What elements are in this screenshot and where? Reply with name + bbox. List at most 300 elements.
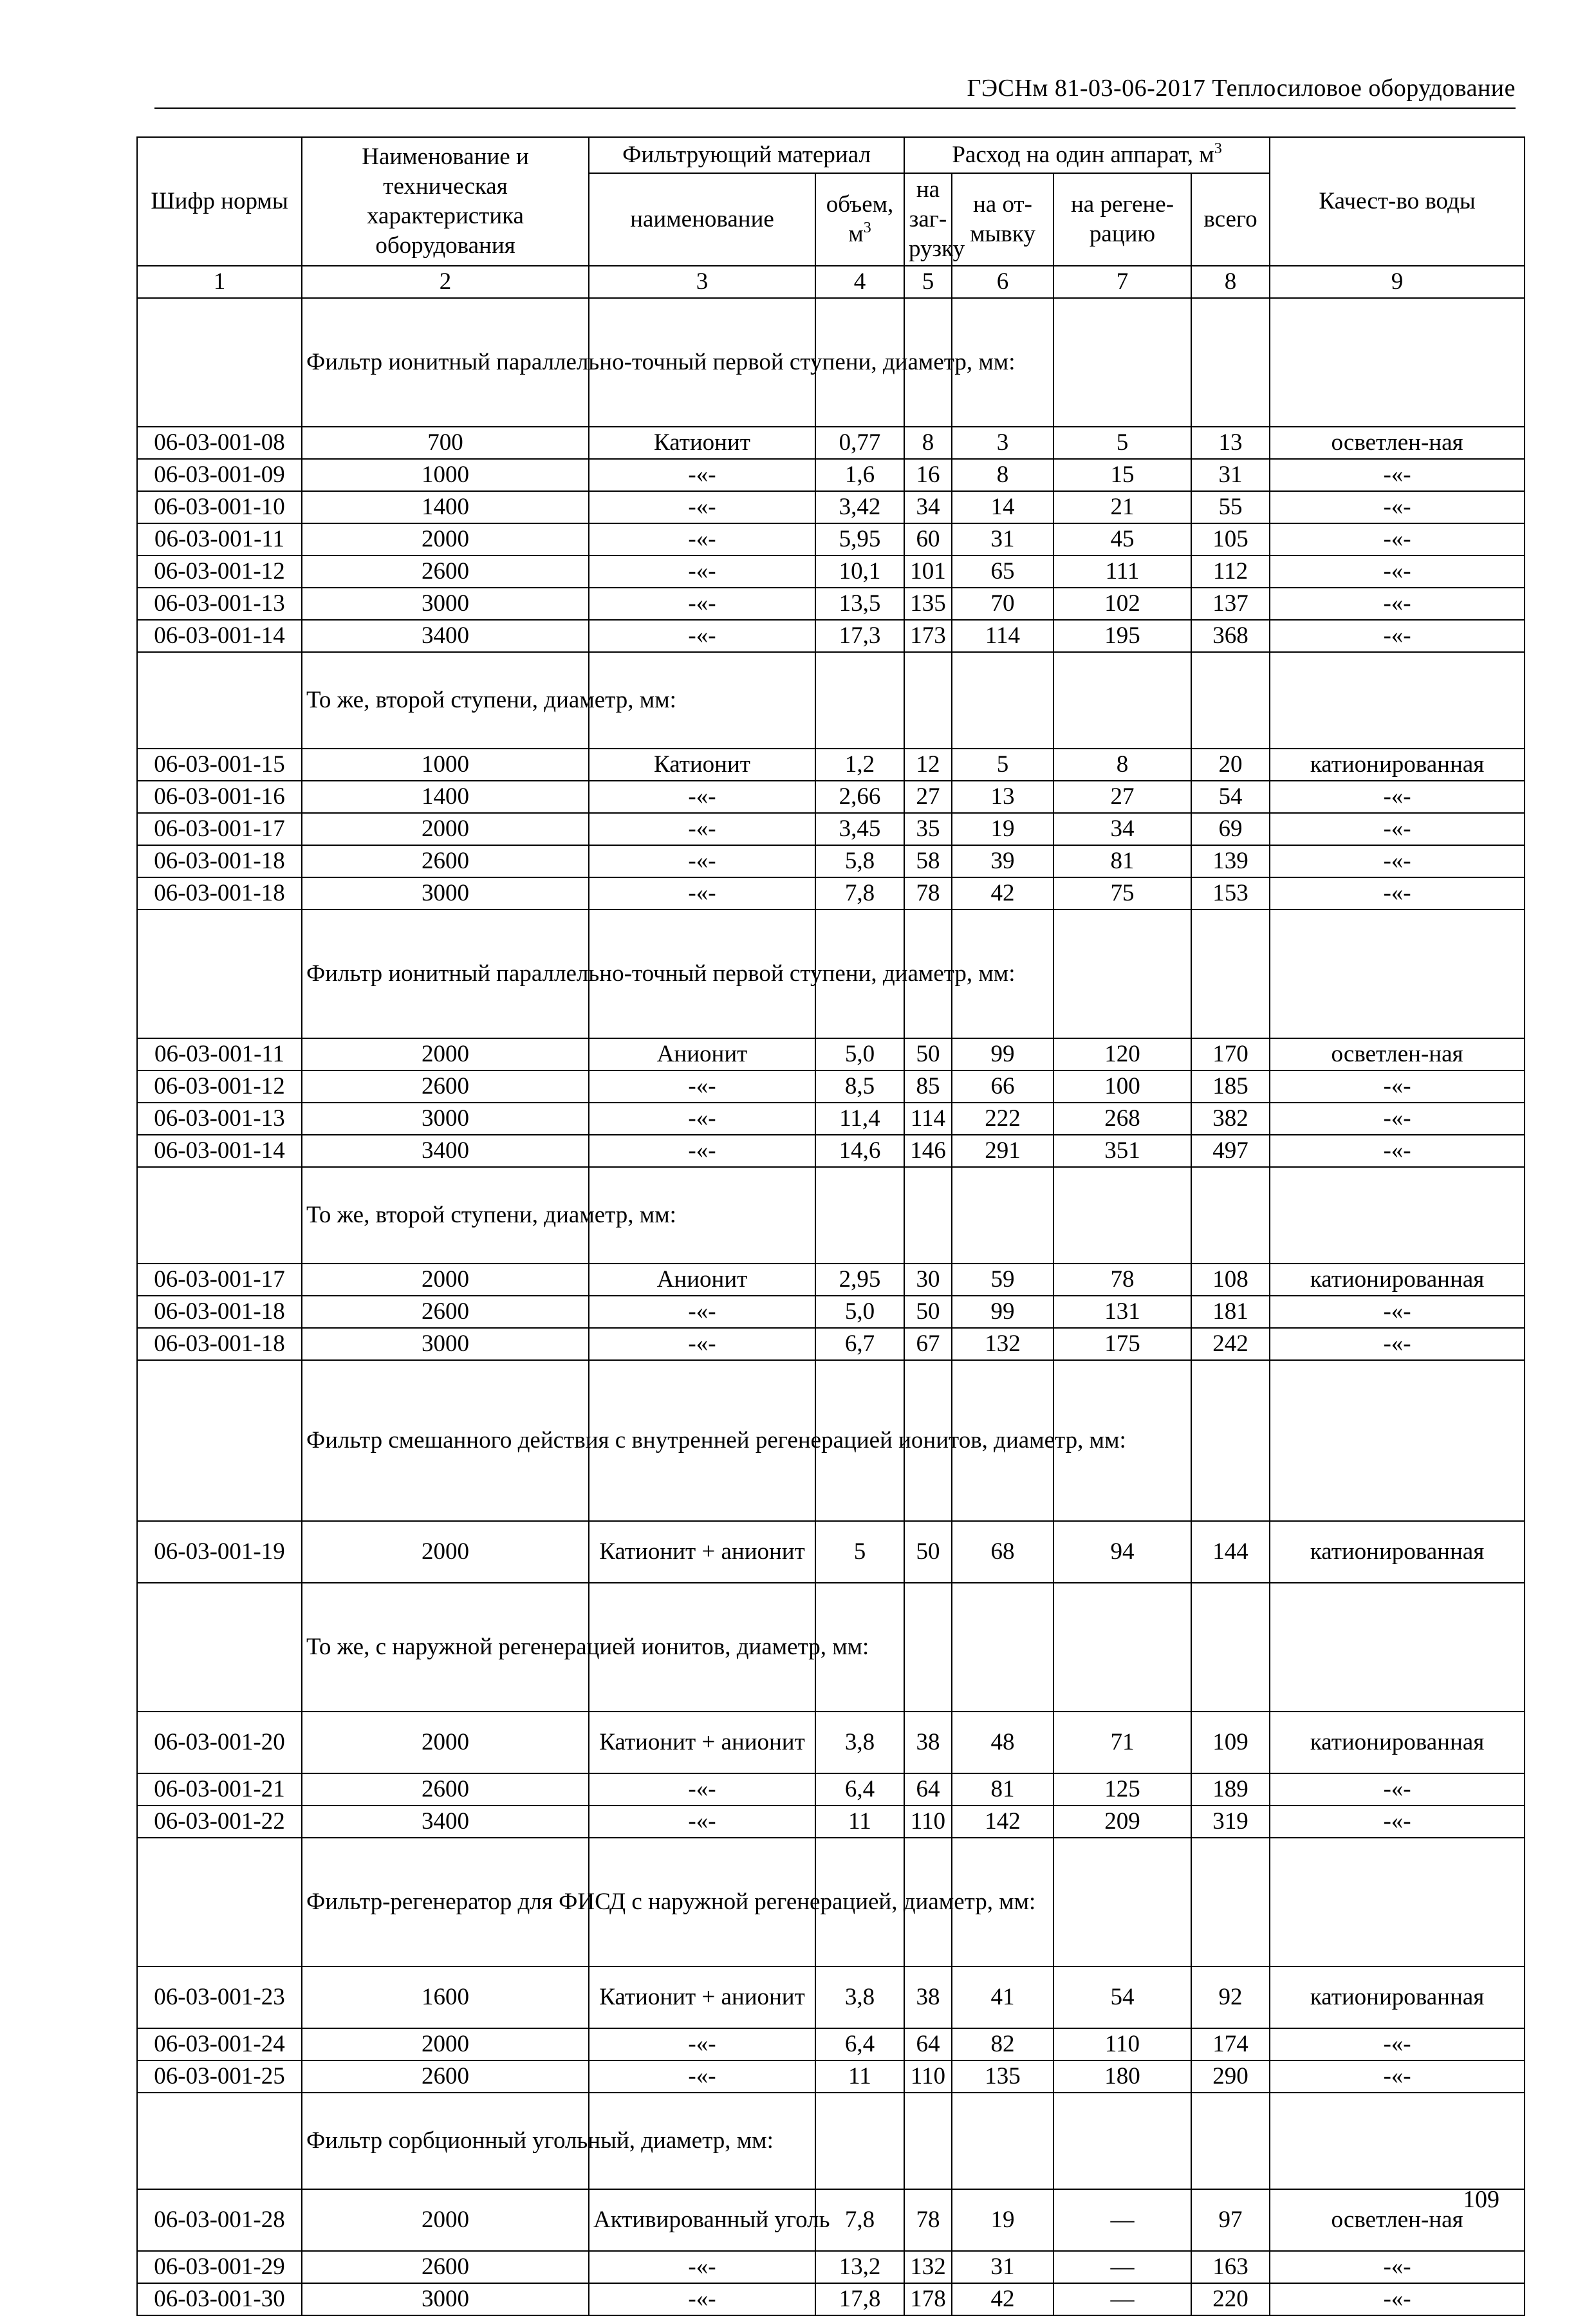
table-row [137, 2251, 1525, 2283]
norm-code: 06-03-001-10 [137, 491, 302, 523]
empty-cell [137, 652, 302, 749]
table-row [137, 813, 1525, 845]
column-number: 1 [137, 266, 302, 298]
diameter: 2600 [302, 1296, 589, 1328]
material-volume: 17,8 [815, 2283, 904, 2315]
material-name: -«- [589, 1806, 815, 1838]
material-name: -«- [589, 491, 815, 523]
wash-volume: 222 [952, 1103, 1053, 1135]
diameter: 3000 [302, 1103, 589, 1135]
material-name: -«- [589, 620, 815, 652]
load-volume: 101 [904, 556, 952, 588]
total-volume: 170 [1191, 1038, 1270, 1070]
header-code: Шифр нормы [137, 137, 302, 266]
section-row [137, 1838, 1525, 1966]
norms-table [136, 136, 1525, 2316]
header-divider [154, 107, 1516, 109]
diameter: 1400 [302, 491, 589, 523]
wash-volume: 41 [952, 1966, 1053, 2028]
total-volume: 189 [1191, 1773, 1270, 1806]
regeneration-volume: 175 [1053, 1328, 1191, 1360]
wash-volume: 142 [952, 1806, 1053, 1838]
header-consumption-text: Расход на один аппарат, м [952, 142, 1214, 168]
norm-code: 06-03-001-11 [137, 1038, 302, 1070]
load-volume: 50 [904, 1521, 952, 1583]
water-quality: -«- [1270, 2283, 1525, 2315]
load-volume: 146 [904, 1135, 952, 1167]
material-volume: 5 [815, 1521, 904, 1583]
table-row [137, 523, 1525, 556]
water-quality: катионированная [1270, 1521, 1525, 1583]
table-row [137, 1264, 1525, 1296]
total-volume: 242 [1191, 1328, 1270, 1360]
total-volume: 319 [1191, 1806, 1270, 1838]
total-volume: 137 [1191, 588, 1270, 620]
table-row [137, 845, 1525, 877]
table-row [137, 427, 1525, 459]
regeneration-volume: 27 [1053, 781, 1191, 813]
regeneration-volume: 111 [1053, 556, 1191, 588]
regeneration-volume: 94 [1053, 1521, 1191, 1583]
total-volume: 109 [1191, 1712, 1270, 1773]
material-volume: 0,77 [815, 427, 904, 459]
water-quality: -«- [1270, 1296, 1525, 1328]
regeneration-volume: 21 [1053, 491, 1191, 523]
load-volume: 135 [904, 588, 952, 620]
water-quality: -«- [1270, 523, 1525, 556]
section-row [137, 652, 1525, 749]
table-row [137, 1296, 1525, 1328]
regeneration-volume: 125 [1053, 1773, 1191, 1806]
load-volume: 58 [904, 845, 952, 877]
diameter: 1000 [302, 749, 589, 781]
material-volume: 10,1 [815, 556, 904, 588]
regeneration-volume: — [1053, 2251, 1191, 2283]
material-volume: 11 [815, 2060, 904, 2093]
wash-volume: 31 [952, 2251, 1053, 2283]
norm-code: 06-03-001-30 [137, 2283, 302, 2315]
material-volume: 17,3 [815, 620, 904, 652]
water-quality: -«- [1270, 1070, 1525, 1103]
water-quality: -«- [1270, 588, 1525, 620]
section-title: Фильтр ионитный параллельно-точный первой ступени, диаметр, мм: [302, 910, 589, 1038]
empty-cell [1191, 1583, 1270, 1712]
total-volume: 97 [1191, 2189, 1270, 2251]
material-name: -«- [589, 1103, 815, 1135]
water-quality: -«- [1270, 556, 1525, 588]
water-quality: -«- [1270, 2028, 1525, 2060]
material-volume: 11 [815, 1806, 904, 1838]
norm-code: 06-03-001-16 [137, 781, 302, 813]
empty-cell [1191, 1167, 1270, 1264]
water-quality: -«- [1270, 459, 1525, 491]
wash-volume: 13 [952, 781, 1053, 813]
norm-code: 06-03-001-19 [137, 1521, 302, 1583]
empty-cell [1053, 652, 1191, 749]
empty-cell [1270, 298, 1525, 427]
load-volume: 110 [904, 2060, 952, 2093]
total-volume: 105 [1191, 523, 1270, 556]
total-volume: 139 [1191, 845, 1270, 877]
empty-cell [1270, 1583, 1525, 1712]
total-volume: 497 [1191, 1135, 1270, 1167]
table-row [137, 556, 1525, 588]
empty-cell [1053, 298, 1191, 427]
material-name: -«- [589, 781, 815, 813]
empty-cell [1270, 910, 1525, 1038]
norm-code: 06-03-001-18 [137, 845, 302, 877]
norm-code: 06-03-001-25 [137, 2060, 302, 2093]
header-total: всего [1191, 173, 1270, 266]
total-volume: 55 [1191, 491, 1270, 523]
table-row [137, 1070, 1525, 1103]
regeneration-volume: 120 [1053, 1038, 1191, 1070]
column-number: 5 [904, 266, 952, 298]
total-volume: 153 [1191, 877, 1270, 910]
table-row [137, 1806, 1525, 1838]
regeneration-volume: 45 [1053, 523, 1191, 556]
load-volume: 110 [904, 1806, 952, 1838]
material-name: -«- [589, 1296, 815, 1328]
wash-volume: 99 [952, 1296, 1053, 1328]
norm-code: 06-03-001-13 [137, 588, 302, 620]
material-volume: 3,45 [815, 813, 904, 845]
empty-cell [1053, 2093, 1191, 2189]
material-volume: 13,2 [815, 2251, 904, 2283]
material-volume: 5,0 [815, 1296, 904, 1328]
wash-volume: 19 [952, 2189, 1053, 2251]
section-title: Фильтр ионитный параллельно-точный первой ступени, диаметр, мм: [302, 298, 589, 427]
total-volume: 108 [1191, 1264, 1270, 1296]
material-volume: 1,2 [815, 749, 904, 781]
load-volume: 85 [904, 1070, 952, 1103]
water-quality: -«- [1270, 781, 1525, 813]
norm-code: 06-03-001-18 [137, 1328, 302, 1360]
wash-volume: 31 [952, 523, 1053, 556]
empty-cell [1053, 910, 1191, 1038]
diameter: 2600 [302, 1070, 589, 1103]
wash-volume: 59 [952, 1264, 1053, 1296]
empty-cell [815, 1167, 904, 1264]
total-volume: 181 [1191, 1296, 1270, 1328]
diameter: 3400 [302, 1806, 589, 1838]
diameter: 2600 [302, 2251, 589, 2283]
wash-volume: 5 [952, 749, 1053, 781]
load-volume: 27 [904, 781, 952, 813]
material-volume: 13,5 [815, 588, 904, 620]
empty-cell [137, 1167, 302, 1264]
empty-cell [1191, 910, 1270, 1038]
norm-code: 06-03-001-13 [137, 1103, 302, 1135]
empty-cell [1191, 1838, 1270, 1966]
total-volume: 382 [1191, 1103, 1270, 1135]
water-quality: осветлен-ная [1270, 2189, 1525, 2251]
material-name: -«- [589, 877, 815, 910]
material-volume: 5,8 [815, 845, 904, 877]
water-quality: -«- [1270, 491, 1525, 523]
material-name: Анионит [589, 1264, 815, 1296]
load-volume: 67 [904, 1328, 952, 1360]
table-row [137, 1966, 1525, 2028]
empty-cell [1053, 1583, 1191, 1712]
water-quality: -«- [1270, 1806, 1525, 1838]
material-name: Катионит + анионит [589, 1521, 815, 1583]
load-volume: 38 [904, 1966, 952, 2028]
empty-cell [1270, 652, 1525, 749]
material-name: -«- [589, 2028, 815, 2060]
section-title: Фильтр сорбционный угольный, диаметр, мм: [302, 2093, 589, 2189]
empty-cell [904, 1167, 952, 1264]
header-regeneration: на регене-рацию [1053, 173, 1191, 266]
material-name: -«- [589, 459, 815, 491]
water-quality: -«- [1270, 845, 1525, 877]
regeneration-volume: 54 [1053, 1966, 1191, 2028]
water-quality: -«- [1270, 2251, 1525, 2283]
section-title: То же, с наружной регенерацией ионитов, диаметр, мм: [302, 1583, 589, 1712]
section-row [137, 2093, 1525, 2189]
empty-cell [137, 910, 302, 1038]
empty-cell [952, 652, 1053, 749]
table-row [137, 1103, 1525, 1135]
diameter: 2000 [302, 1712, 589, 1773]
load-volume: 12 [904, 749, 952, 781]
load-volume: 35 [904, 813, 952, 845]
section-title: То же, второй ступени, диаметр, мм: [302, 652, 589, 749]
wash-volume: 291 [952, 1135, 1053, 1167]
empty-cell [1270, 1838, 1525, 1966]
load-volume: 60 [904, 523, 952, 556]
table-row [137, 2283, 1525, 2315]
material-name: -«- [589, 1135, 815, 1167]
total-volume: 69 [1191, 813, 1270, 845]
section-row [137, 298, 1525, 427]
column-number: 3 [589, 266, 815, 298]
diameter: 2000 [302, 2189, 589, 2251]
material-volume: 1,6 [815, 459, 904, 491]
load-volume: 50 [904, 1038, 952, 1070]
material-name: -«- [589, 556, 815, 588]
empty-cell [952, 2093, 1053, 2189]
wash-volume: 19 [952, 813, 1053, 845]
total-volume: 54 [1191, 781, 1270, 813]
water-quality: -«- [1270, 1773, 1525, 1806]
water-quality: -«- [1270, 813, 1525, 845]
water-quality: -«- [1270, 877, 1525, 910]
empty-cell [1191, 2093, 1270, 2189]
wash-volume: 66 [952, 1070, 1053, 1103]
load-volume: 8 [904, 427, 952, 459]
table-row [137, 620, 1525, 652]
norm-code: 06-03-001-20 [137, 1712, 302, 1773]
wash-volume: 135 [952, 2060, 1053, 2093]
material-name: Катионит [589, 427, 815, 459]
load-volume: 114 [904, 1103, 952, 1135]
section-row [137, 1583, 1525, 1712]
column-number: 4 [815, 266, 904, 298]
column-number: 7 [1053, 266, 1191, 298]
column-number: 6 [952, 266, 1053, 298]
diameter: 2600 [302, 2060, 589, 2093]
regeneration-volume: 195 [1053, 620, 1191, 652]
load-volume: 34 [904, 491, 952, 523]
regeneration-volume: 71 [1053, 1712, 1191, 1773]
material-name: -«- [589, 1070, 815, 1103]
material-volume: 2,95 [815, 1264, 904, 1296]
norm-code: 06-03-001-12 [137, 556, 302, 588]
column-number: 9 [1270, 266, 1525, 298]
header-material-volume-text: объем, м [826, 191, 894, 247]
total-volume: 20 [1191, 749, 1270, 781]
header-consumption-unit: 3 [1214, 140, 1222, 157]
material-volume: 14,6 [815, 1135, 904, 1167]
empty-cell [1191, 652, 1270, 749]
water-quality: -«- [1270, 1103, 1525, 1135]
material-name: -«- [589, 523, 815, 556]
regeneration-volume: 209 [1053, 1806, 1191, 1838]
regeneration-volume: 34 [1053, 813, 1191, 845]
regeneration-volume: 5 [1053, 427, 1191, 459]
regeneration-volume: 180 [1053, 2060, 1191, 2093]
empty-cell [1191, 1360, 1270, 1521]
material-volume: 3,8 [815, 1966, 904, 2028]
water-quality: осветлен-ная [1270, 1038, 1525, 1070]
norm-code: 06-03-001-18 [137, 877, 302, 910]
material-volume: 7,8 [815, 2189, 904, 2251]
diameter: 700 [302, 427, 589, 459]
total-volume: 13 [1191, 427, 1270, 459]
wash-volume: 99 [952, 1038, 1053, 1070]
total-volume: 368 [1191, 620, 1270, 652]
material-name: -«- [589, 813, 815, 845]
material-volume: 6,4 [815, 2028, 904, 2060]
regeneration-volume: 268 [1053, 1103, 1191, 1135]
water-quality: -«- [1270, 1135, 1525, 1167]
header-material-volume-unit: 3 [863, 219, 871, 236]
table-row [137, 2189, 1525, 2251]
wash-volume: 14 [952, 491, 1053, 523]
diameter: 3000 [302, 877, 589, 910]
empty-cell [1053, 1838, 1191, 1966]
header-wash: на от-мывку [952, 173, 1053, 266]
regeneration-volume: 110 [1053, 2028, 1191, 2060]
material-volume: 3,42 [815, 491, 904, 523]
wash-volume: 39 [952, 845, 1053, 877]
norm-code: 06-03-001-22 [137, 1806, 302, 1838]
header-quality: Качест-во воды [1270, 137, 1525, 266]
regeneration-volume: — [1053, 2189, 1191, 2251]
water-quality: катионированная [1270, 749, 1525, 781]
load-volume: 50 [904, 1296, 952, 1328]
empty-cell [815, 2093, 904, 2189]
diameter: 2600 [302, 845, 589, 877]
norm-code: 06-03-001-21 [137, 1773, 302, 1806]
section-title: Фильтр смешанного действия с внутренней регенерацией ионитов, диаметр, мм: [302, 1360, 589, 1521]
material-volume: 11,4 [815, 1103, 904, 1135]
wash-volume: 48 [952, 1712, 1053, 1773]
material-volume: 8,5 [815, 1070, 904, 1103]
norm-code: 06-03-001-14 [137, 620, 302, 652]
section-row [137, 1167, 1525, 1264]
empty-cell [1270, 1167, 1525, 1264]
material-name: Активированный уголь [589, 2189, 815, 2251]
empty-cell [1270, 1360, 1525, 1521]
table-header [137, 137, 1525, 298]
material-name: Катионит + анионит [589, 1966, 815, 2028]
empty-cell [815, 652, 904, 749]
empty-cell [952, 1583, 1053, 1712]
diameter: 2000 [302, 1038, 589, 1070]
water-quality: осветлен-ная [1270, 427, 1525, 459]
wash-volume: 42 [952, 2283, 1053, 2315]
empty-cell [137, 1360, 302, 1521]
material-name: Катионит + анионит [589, 1712, 815, 1773]
section-row [137, 1360, 1525, 1521]
regeneration-volume: 351 [1053, 1135, 1191, 1167]
material-name: -«- [589, 2060, 815, 2093]
norm-code: 06-03-001-14 [137, 1135, 302, 1167]
table-body [137, 298, 1525, 2315]
column-number: 2 [302, 266, 589, 298]
regeneration-volume: 15 [1053, 459, 1191, 491]
section-row [137, 910, 1525, 1038]
diameter: 3400 [302, 1135, 589, 1167]
page-number: 109 [1463, 2186, 1499, 2213]
norm-code: 06-03-001-11 [137, 523, 302, 556]
wash-volume: 114 [952, 620, 1053, 652]
load-volume: 132 [904, 2251, 952, 2283]
wash-volume: 70 [952, 588, 1053, 620]
section-title: То же, второй ступени, диаметр, мм: [302, 1167, 589, 1264]
diameter: 3400 [302, 620, 589, 652]
diameter: 2600 [302, 556, 589, 588]
regeneration-volume: — [1053, 2283, 1191, 2315]
norm-code: 06-03-001-23 [137, 1966, 302, 2028]
regeneration-volume: 78 [1053, 1264, 1191, 1296]
material-name: -«- [589, 1328, 815, 1360]
water-quality: катионированная [1270, 1264, 1525, 1296]
total-volume: 144 [1191, 1521, 1270, 1583]
total-volume: 112 [1191, 556, 1270, 588]
load-volume: 38 [904, 1712, 952, 1773]
wash-volume: 82 [952, 2028, 1053, 2060]
total-volume: 31 [1191, 459, 1270, 491]
diameter: 3000 [302, 2283, 589, 2315]
norm-code: 06-03-001-28 [137, 2189, 302, 2251]
water-quality: катионированная [1270, 1966, 1525, 2028]
diameter: 1000 [302, 459, 589, 491]
diameter: 2600 [302, 1773, 589, 1806]
norm-code: 06-03-001-17 [137, 813, 302, 845]
empty-cell [904, 2093, 952, 2189]
column-number-row [137, 266, 1525, 298]
header-material-name: наименование [589, 173, 815, 266]
load-volume: 64 [904, 2028, 952, 2060]
diameter: 3000 [302, 588, 589, 620]
regeneration-volume: 100 [1053, 1070, 1191, 1103]
material-volume: 6,7 [815, 1328, 904, 1360]
header-load: на заг-рузку [904, 173, 952, 266]
diameter: 3000 [302, 1328, 589, 1360]
material-volume: 7,8 [815, 877, 904, 910]
table-row [137, 588, 1525, 620]
diameter: 1600 [302, 1966, 589, 2028]
empty-cell [137, 2093, 302, 2189]
wash-volume: 3 [952, 427, 1053, 459]
water-quality: -«- [1270, 1328, 1525, 1360]
total-volume: 92 [1191, 1966, 1270, 2028]
empty-cell [137, 1583, 302, 1712]
regeneration-volume: 131 [1053, 1296, 1191, 1328]
